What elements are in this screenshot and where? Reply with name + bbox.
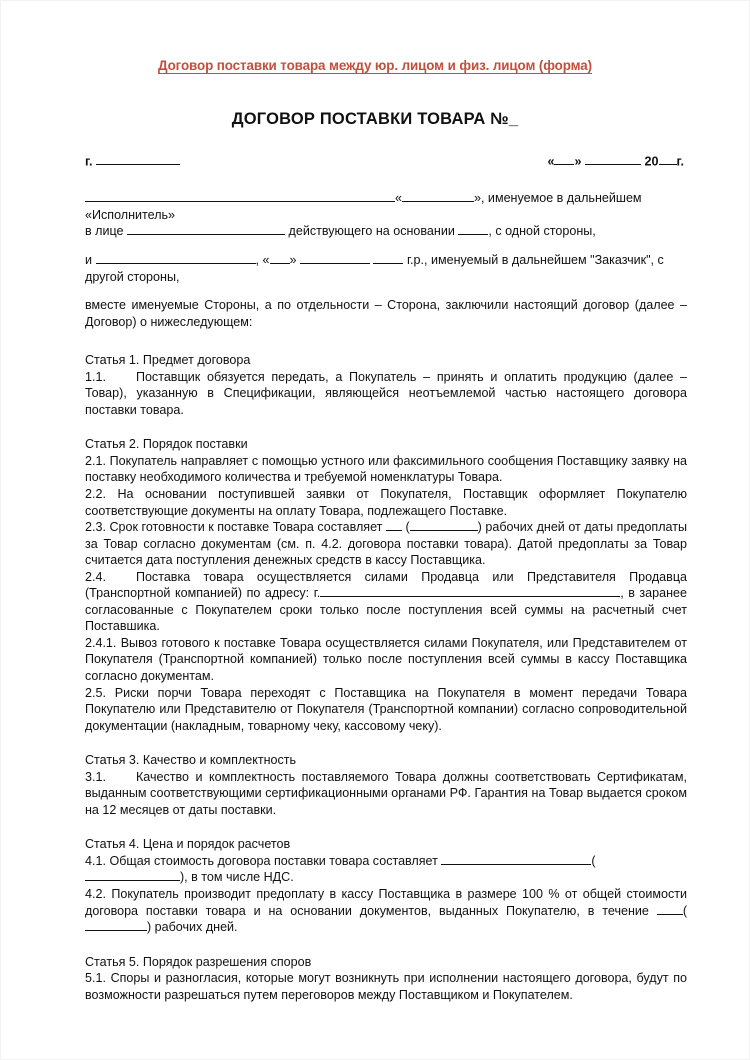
party2-suffix: г.р., именуемый в дальнейшем "Заказчик", с <box>406 252 664 267</box>
clause-4-1-number: 4.1. <box>85 853 106 868</box>
clause-2-3-number: 2.3. <box>85 520 106 535</box>
clause-2-3-days-words-blank[interactable] <box>410 520 478 531</box>
clause-2-5-number: 2.5. <box>85 685 106 700</box>
clause-2-4-text-before: Поставка товара осуществляется силами Продавца или Представителя Продавца (Транспортной компанией) по адресу: г. <box>85 569 687 601</box>
clause-4-2-days-words-blank[interactable] <box>85 920 147 931</box>
date-day-blank[interactable] <box>554 154 574 165</box>
party2-quote-open: « <box>262 252 270 267</box>
clause-2-4-1-number: 2.4.1. <box>85 635 117 650</box>
article-2-heading: Статья 2. Порядок поставки <box>85 437 248 452</box>
clause-3-1-text: Качество и комплектность поставляемого Товара должны соответствовать Сертификатам, выданным соответствующими сертификационными органами РФ. Гарантия на Товар выдается сроком на 12 месяцев от даты поставки. <box>85 769 687 817</box>
clause-4-2: 4.2. Покупатель производит предоплату в кассу Поставщика в размере 100 % от общей стоимости договора поставки товара и на основании документов, выданных Покупателю, в течение () рабочих дней. <box>85 887 687 935</box>
party1-name-blank[interactable] <box>85 191 395 202</box>
article-4-heading: Статья 4. Цена и порядок расчетов <box>85 837 291 852</box>
clause-2-3: 2.3. Срок готовности к поставке Товара составляет ( ) рабочих дней от даты предоплаты за Товар согласно документам (см. п. 4.2. договора поставки товара). Датой предоплаты за Товар считается дата поступления денежных средств в кассу Поставщика. <box>85 520 688 568</box>
preamble-party2 <box>85 252 687 269</box>
clause-2-2-text: На основании поступившей заявки от Покупателя, Поставщик оформляет Покупателю соответствующие документы на оплату Товара, подлежащего Поставке. <box>85 486 687 518</box>
clause-4-1-text-before: Общая стоимость договора поставки товара составляет <box>109 853 438 868</box>
clause-2-5-text: Риски порчи Товара переходят с Поставщика на Покупателя в момент передачи Товара Покупателю или Представителю от Покупателя (Транспортной компании) согласно сопроводительной документации (накладным, товарному чеку, кассовому чеку). <box>85 685 687 733</box>
clause-2-4-address-blank[interactable] <box>320 586 620 597</box>
clause-2-4-number: 2.4. <box>85 569 106 584</box>
clause-4-1: 4.1. Общая стоимость договора поставки товара составляет (), в том числе НДС. <box>85 853 596 885</box>
place-field <box>85 154 180 168</box>
date-year-suffix: г. <box>676 154 684 169</box>
clause-4-2-number: 4.2. <box>85 887 106 902</box>
place-date-row <box>85 154 687 168</box>
clause-2-1-number: 2.1. <box>85 453 106 468</box>
date-month-blank[interactable] <box>585 154 641 165</box>
clause-5-1-text: Споры и разногласия, которые могут возникнуть при исполнении настоящего договора, будут по возможности разрешаться путем переговоров между Поставщиком и Покупателем. <box>85 971 687 1002</box>
article-1-heading: Статья 1. Предмет договора <box>85 353 251 368</box>
article-5-heading: Статья 5. Порядок разрешения споров <box>85 954 312 969</box>
date-year-prefix: 20 <box>644 154 659 169</box>
party1-basis-blank[interactable] <box>458 224 488 235</box>
party2-quote-close: » <box>289 252 297 267</box>
clause-2-2 <box>85 486 687 519</box>
party1-side-suffix: , с одной стороны, <box>488 224 596 239</box>
place-blank[interactable] <box>96 154 180 165</box>
clause-2-3-text-after: ) рабочих дней от даты предоплаты за Товар согласно документам (см. п. 4.2. договора поставки товара). Датой предоплаты за Товар считается дата поступления денежных средств в кассу Поставщика. <box>85 520 688 568</box>
preamble-party2-side: другой стороны, <box>85 269 180 284</box>
document-body <box>1 154 749 1003</box>
party1-rep-blank[interactable] <box>127 224 285 235</box>
clause-2-2-number: 2.2. <box>85 486 106 501</box>
preamble-party1 <box>85 190 687 223</box>
clause-2-3-text-before: Срок готовности к поставке Товара составляет <box>109 520 383 535</box>
clause-4-1-text-after: ), в том числе НДС. <box>180 870 294 885</box>
clause-2-3-days-blank[interactable] <box>386 520 402 531</box>
clause-4-2-days-blank[interactable] <box>657 903 683 914</box>
date-year-blank[interactable] <box>659 154 677 165</box>
place-label: г. <box>85 154 93 169</box>
page-title: Договор поставки товара между юр. лицом и физ. лицом (форма) <box>157 58 592 73</box>
clause-2-1 <box>85 453 687 486</box>
clause-4-2-text-before: Покупатель производит предоплату в кассу Поставщика в размере 100 % от общей стоимости договора поставки товара и на основании документов, выданных Покупателю, в течение <box>85 887 687 918</box>
party1-basis-label: действующего на основании <box>288 224 455 239</box>
clause-3-1 <box>85 769 687 819</box>
party2-birth-month-blank[interactable] <box>300 253 370 264</box>
clause-2-4-1-text: Вывоз готового к поставке Товара осуществляется силами Покупателя, или Представителем от Покупателя (Транспортной компанией) только после поступления всей суммы в кассу Поставщика согласно документам. <box>85 635 687 683</box>
clause-1-1-number: 1.1. <box>85 369 106 384</box>
party1-rep-label: в лице <box>85 224 124 239</box>
party2-prefix: и <box>85 252 93 267</box>
party2-birth-year-blank[interactable] <box>373 253 403 264</box>
preamble-closing: вместе именуемые Стороны, а по отдельности – Сторона, заключили настоящий договор (далее – Договор) о нижеследующем: <box>85 298 687 329</box>
clause-5-1 <box>85 970 687 1003</box>
party2-comma: , <box>255 252 260 267</box>
clause-2-5 <box>85 685 687 735</box>
date-quote-close: » <box>574 154 582 169</box>
clause-1-1 <box>85 369 687 419</box>
party1-quote-open: « <box>395 191 402 206</box>
clause-1-1-text: Поставщик обязуется передать, а Покупатель – принять и оплатить продукцию (далее – Товар), указанную в Спецификации, являющейся неотъемлемой частью настоящего договора поставки товара. <box>85 369 687 417</box>
party1-suffix: », именуемое в дальнейшем «Исполнитель» <box>85 191 642 222</box>
clause-2-1-text: Покупатель направляет с помощью устного или факсимильного сообщения Поставщику заявку на поставку необходимого количества и требуемой номенклатуры Товара. <box>85 453 687 485</box>
preamble-party1-rep <box>85 223 687 240</box>
clause-2-4-1 <box>85 635 687 685</box>
clause-4-1-sum-words-blank[interactable] <box>85 870 180 881</box>
clause-4-1-sum-blank[interactable] <box>441 854 591 865</box>
date-quote-open: « <box>547 154 555 169</box>
clause-3-1-number: 3.1. <box>85 769 106 784</box>
contract-title: ДОГОВОР ПОСТАВКИ ТОВАРА №_ <box>231 110 519 128</box>
date-field <box>547 154 687 168</box>
article-3-heading: Статья 3. Качество и комплектность <box>85 753 297 768</box>
clause-5-1-number: 5.1. <box>85 971 106 986</box>
clause-2-4-text-after: , в заранее согласованные с Покупателем сроки только после поступления всей суммы на расчетный счет Поставшика. <box>85 586 688 634</box>
party2-birth-day-blank[interactable] <box>270 253 290 264</box>
clause-4-2-text-after: ) рабочих дней. <box>147 920 238 935</box>
party2-name-blank[interactable] <box>96 253 256 264</box>
party1-brand-blank[interactable] <box>402 191 474 202</box>
clause-2-4 <box>85 569 687 635</box>
